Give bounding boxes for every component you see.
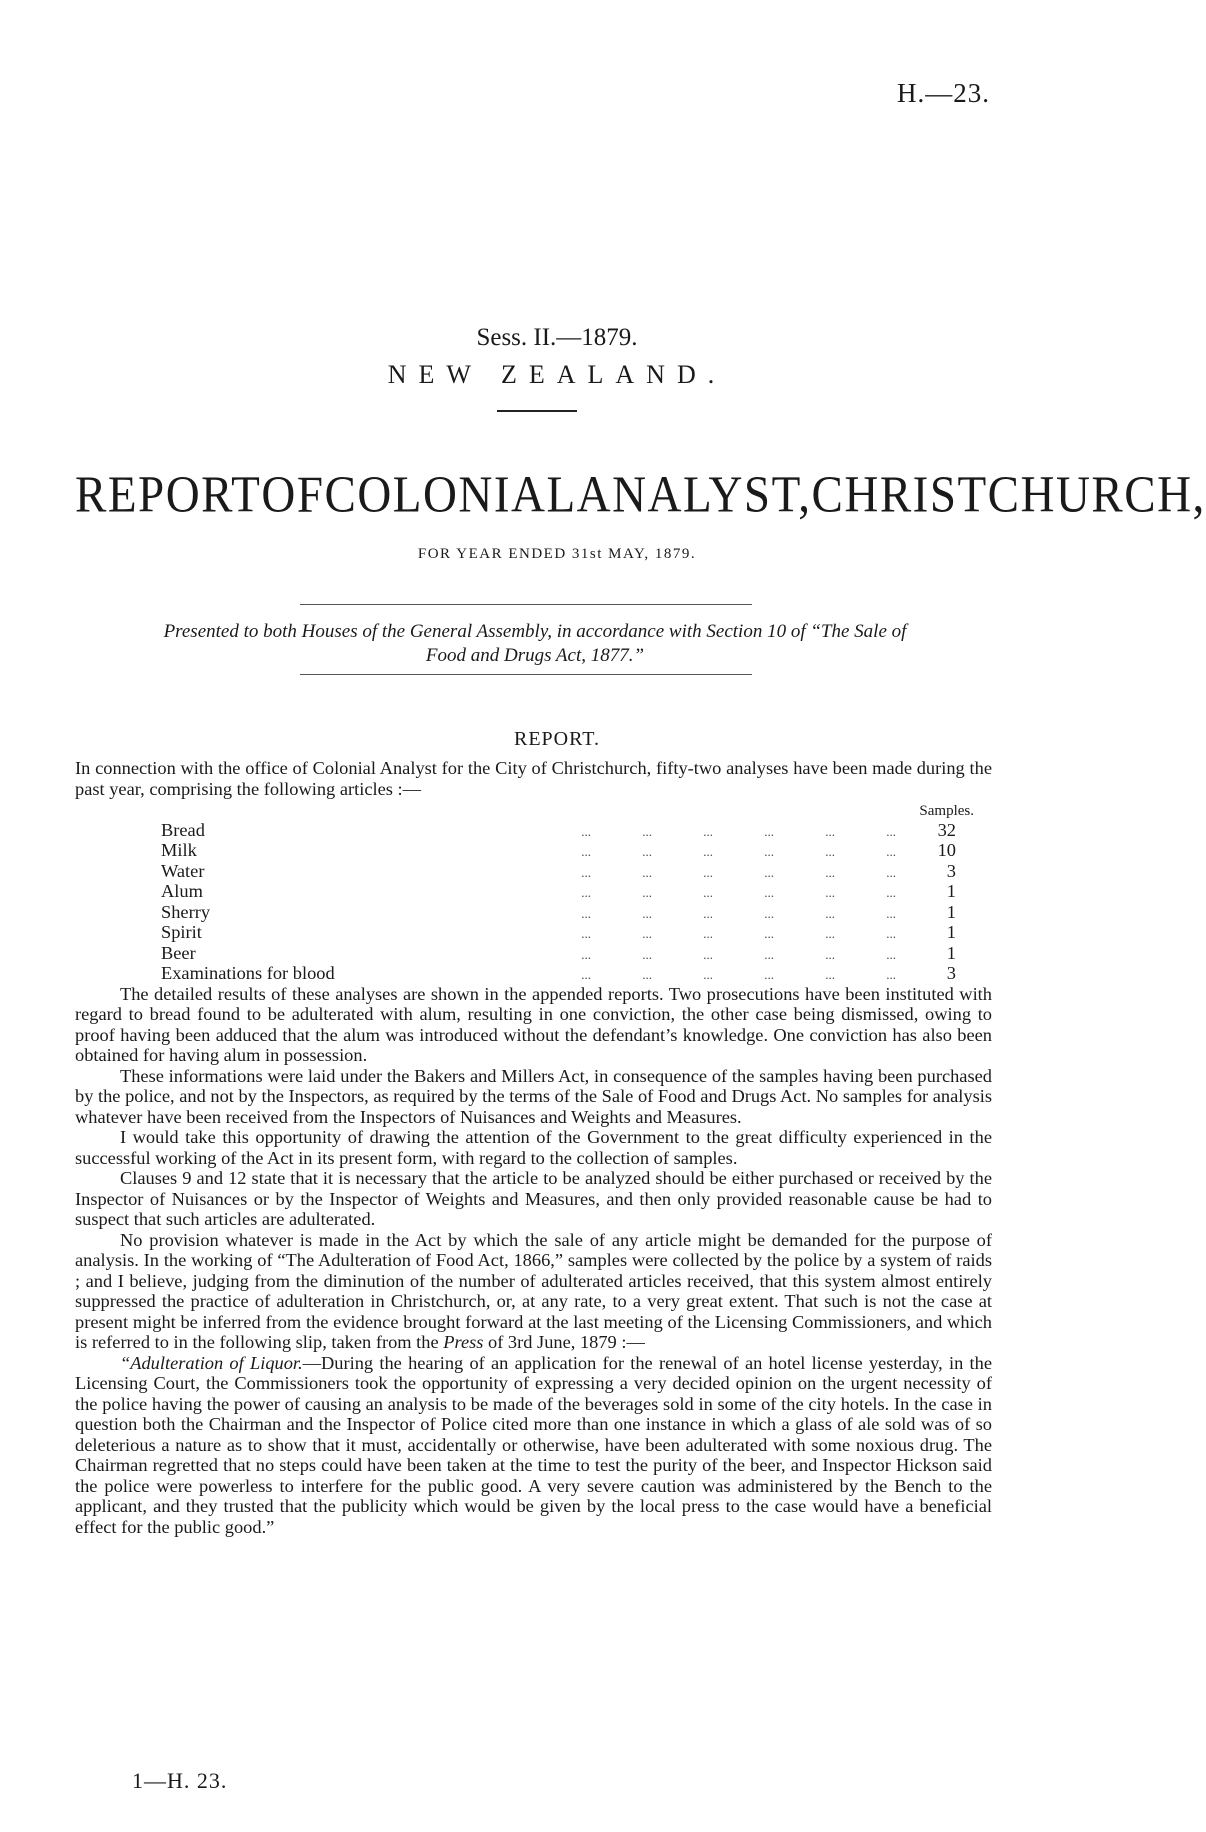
samples-column-header: Samples. (919, 803, 974, 819)
leader-dots: ... ... ... ... ... ... (581, 926, 896, 941)
presented-line-2: Food and Drugs Act, 1877.” (425, 645, 645, 666)
quoted-slip (75, 1353, 992, 1538)
session-line: Sess. II.—1879. (476, 324, 638, 351)
title-word: COLONIAL (324, 466, 577, 524)
sample-row: Examinations for blood ... ... ... ... ... ... 3 (161, 963, 964, 984)
sample-row: Spirit ... ... ... ... ... ... 1 (161, 922, 964, 943)
sample-count: 1 (946, 942, 956, 963)
paragraph-2: These informations were laid under the Bakers and Millers Act, in consequence of the samples having been purchased by the police, and not by the Inspectors, as required by the terms of the Sale of Food and Drugs Act. No samples for analysis whatever have been received from the Inspectors of Nuisances and Weights and Measures. (75, 1065, 992, 1127)
sample-row: Bread ... ... ... ... ... ... 32 (161, 820, 964, 841)
press-name: Press (443, 1332, 484, 1352)
sample-row: Water ... ... ... ... ... ... 3 (161, 861, 964, 882)
report-heading: REPORT. (514, 728, 600, 750)
samples-table (161, 820, 964, 984)
upper-divider (300, 604, 752, 605)
paragraph-1: The detailed results of these analyses are shown in the appended reports. Two prosecutions have been instituted with regard to bread found to be adulterated with alum, resulting in one conviction, the other case being dismissed, owing to proof having been adduced that the alum was introduced without the defendant’s knowledge. One conviction has also been obtained for having alum in possession. (75, 983, 992, 1065)
report-title (75, 465, 1206, 524)
leader-dots: ... ... ... ... ... ... (581, 844, 896, 859)
report-subtitle: FOR YEAR ENDED 31st MAY, 1879. (417, 546, 697, 562)
quote-title: “Adulteration of Liquor. (120, 1352, 303, 1373)
presented-line-1: Presented to both Houses of the General Assembly, in accordance with Section 10 of “The Sale of (163, 621, 907, 642)
leader-dots: ... ... ... ... ... ... (581, 905, 896, 921)
sample-count: 3 (946, 860, 956, 881)
sample-row: Milk ... ... ... ... ... ... 10 (161, 840, 964, 861)
leader-dots: ... ... ... ... ... ... (581, 864, 896, 880)
paragraph-5-tail: of 3rd June, 1879 :— (483, 1332, 645, 1352)
report-body (75, 758, 992, 1537)
title-word: OF (261, 466, 325, 524)
sample-row: Sherry ... ... ... ... ... ... 1 (161, 902, 964, 923)
leader-dots: ... ... ... ... ... ... (581, 885, 896, 900)
leader-dots: ... ... ... ... ... ... (581, 946, 896, 962)
paragraph-4: Clauses 9 and 12 state that it is necessary that the article to be analyzed should be either purchased or received by the Inspector of Nuisances or by the Inspector of Weights and Measures, and then only provided reasonable cause be had to suspect that such articles are adulterated. (75, 1168, 992, 1229)
title-word: REPORT (75, 466, 262, 524)
paragraph-5-text: No provision whatever is made in the Act by which the sale of any article might be demanded for the purpose of analysis. In the working of “The Adulteration of Food Act, 1866,” samples were collected by the police by a system of raids ; and I believe, judging from the diminution of the number of adulterated articles received, that this system almost entirely suppressed the practice of adulteration in Christchurch, or, at any rate, to a very great extent. That such is not the case at present might be inferred from the evidence brought forward at the last meeting of the Licensing Commissioners, and which is referred to in the following slip, taken from the (75, 1229, 992, 1352)
intro-paragraph: In connection with the office of Colonial Analyst for the City of Christchurch, fifty-two analyses have been made during the past year, comprising the following articles :— (75, 758, 992, 799)
presented-notice (80, 620, 990, 668)
title-word: CHRISTCHURCH, (811, 466, 1206, 524)
sample-count: 32 (937, 819, 956, 840)
lower-divider (300, 674, 752, 675)
page-reference: H.—23. (897, 78, 990, 108)
sample-count: 1 (946, 901, 956, 922)
title-word: ANALYST, (576, 466, 812, 524)
footer-signature: 1—H. 23. (132, 1768, 228, 1793)
quote-body: —During the hearing of an application for the renewal of an hotel license yesterday, in the Licensing Court, the Commissioners took the opportunity of expressing a very decided opinion on the urgent necessity of the police having the power of causing an analysis to be made of the beverages sold in some of the city hotels. In the case in question both the Chairman and the Inspector of Police cited more than one instance in which a glass of ale sold was of so deleterious a nature as to show that it must, accidentally or otherwise, have been adulterated with some noxious drug. The Chairman regretted that no steps could have been taken at the time to test the purity of the beer, and Inspector Hickson said the police were powerless to interfere for the public good. A very severe caution was administered by the Bench to the applicant, and they trusted that the publicity which would be given by the local press to the case would have a beneficial effect for the public good.” (75, 1352, 992, 1537)
sample-count: 10 (937, 840, 956, 860)
leader-dots: ... ... ... ... ... ... (581, 823, 896, 839)
country-line: NEW ZEALAND. (387, 360, 727, 389)
paragraph-3: I would take this opportunity of drawing the attention of the Government to the great difficulty experienced in the successful working of the Act in its present form, with regard to the collection of samples. (75, 1127, 992, 1168)
sample-count: 1 (946, 922, 956, 942)
sample-row: Alum ... ... ... ... ... ... 1 (161, 881, 964, 902)
sample-count: 1 (946, 881, 956, 901)
sample-count: 3 (946, 963, 956, 983)
paragraph-5 (75, 1230, 992, 1353)
leader-dots: ... ... ... ... ... ... (581, 967, 896, 982)
sample-row: Beer ... ... ... ... ... ... 1 (161, 943, 964, 964)
title-rule (497, 410, 577, 412)
